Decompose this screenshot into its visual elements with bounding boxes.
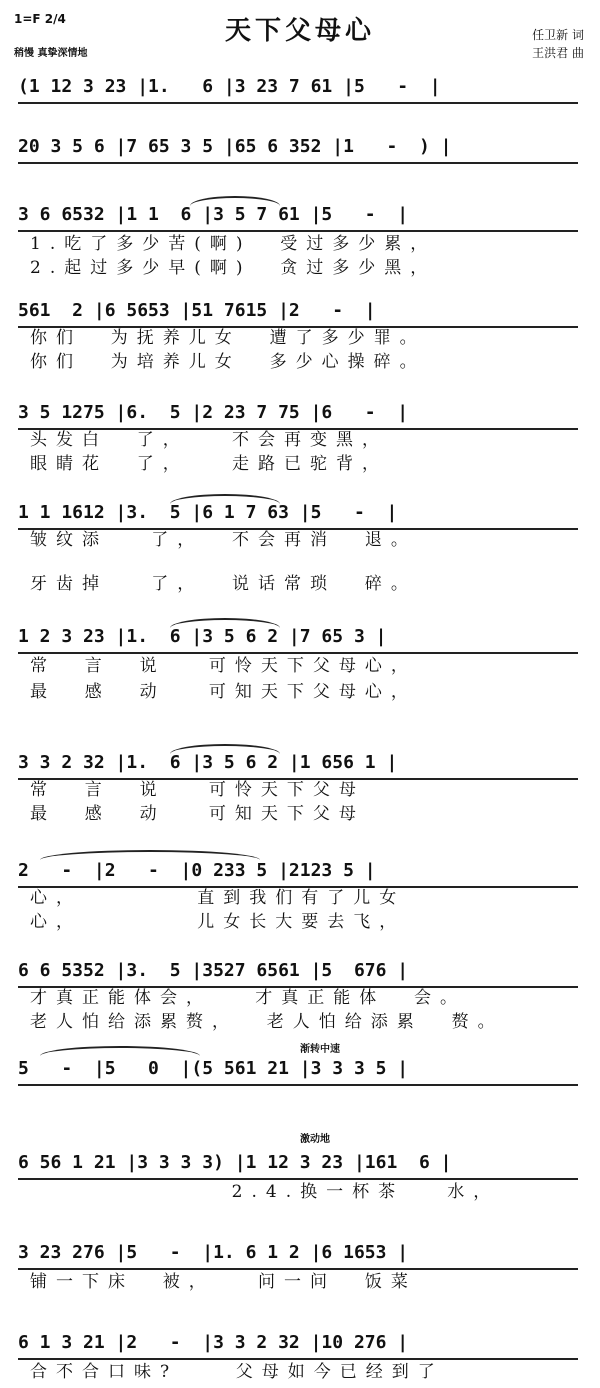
notation-line: 6 6 5352 |3. 5 |3527 6561 |5 676 | bbox=[18, 956, 578, 988]
notation-line: (1 12 3 23 |1. 6 |3 23 7 61 |5 - | bbox=[18, 72, 578, 104]
lyric-line: 你们 为培养儿女 多少心操碎。 bbox=[30, 352, 426, 372]
lyric-line: 老人怕给添累赘， 老人怕给添累 赘。 bbox=[30, 1012, 504, 1032]
notation-line: 2 - |2 - |0 233 5 |2123 5 | bbox=[18, 856, 578, 888]
song-title: 天下父母心 bbox=[224, 16, 375, 46]
lyric-line: 牙齿掉 了， 说话常琐 碎。 bbox=[30, 574, 417, 594]
notation-line: 5 - |5 0 |(5 561 21 |3 3 3 5 | bbox=[18, 1054, 578, 1086]
notation-line: 20 3 5 6 |7 65 3 5 |65 6 352 |1 - ) | bbox=[18, 132, 578, 164]
notation-line: 1 1 1612 |3. 5 |6 1 7 63 |5 - | bbox=[18, 498, 578, 530]
tempo-change-marking: 渐转中速 bbox=[300, 1044, 340, 1055]
notation-line: 3 5 1275 |6. 5 |2 23 7 75 |6 - | bbox=[18, 398, 578, 430]
lyric-line: 心， 儿女长大要去飞， bbox=[30, 912, 406, 932]
key-signature: 1=F 2/4 bbox=[14, 12, 66, 26]
notation-line: 1 2 3 23 |1. 6 |3 5 6 2 |7 65 3 | bbox=[18, 622, 578, 654]
lyric-line: 才真正能体会， 才真正能体 会。 bbox=[30, 988, 467, 1008]
lyric-line: 2.起过多少早(啊) 贪过多少黑， bbox=[30, 258, 437, 278]
composer-credit: 王洪君 曲 bbox=[532, 46, 584, 60]
lyric-line: 常 言 说 可怜天下父母 bbox=[30, 780, 365, 800]
lyric-line: 头发白 了， 不会再变黑， bbox=[30, 430, 389, 450]
lyric-line: 合不合口味? 父母如今已经到了 bbox=[30, 1362, 444, 1382]
notation-line: 6 56 1 21 |3 3 3 3) |1 12 3 23 |161 6 | bbox=[18, 1148, 578, 1180]
lyric-line: 1.吃了多少苦(啊) 受过多少累， bbox=[30, 234, 437, 254]
notation-line: 3 23 276 |5 - |1. 6 1 2 |6 1653 | bbox=[18, 1238, 578, 1270]
lyric-line: 眼睛花 了， 走路已驼背， bbox=[30, 454, 389, 474]
lyric-line: 最 感 动 可知天下父母 bbox=[30, 804, 365, 824]
notation-line: 561 2 |6 5653 |51 7615 |2 - | bbox=[18, 296, 578, 328]
lyric-line: 心， 直到我们有了儿女 bbox=[30, 888, 406, 908]
lyric-line: 最 感 动 可知天下父母心， bbox=[30, 682, 417, 702]
lyric-line: 2.4.换一杯茶 水， bbox=[30, 1182, 500, 1202]
lyric-line: 常 言 说 可怜天下父母心， bbox=[30, 656, 417, 676]
notation-line: 3 6 6532 |1 1 6 |3 5 7 61 |5 - | bbox=[18, 200, 578, 232]
lyric-line: 铺一下床 被， 问一问 饭菜 bbox=[30, 1272, 417, 1292]
lyric-line: 你们 为抚养儿女 遭了多少罪。 bbox=[30, 328, 426, 348]
lyricist-credit: 任卫新 词 bbox=[532, 28, 584, 42]
notation-line: 3 3 2 32 |1. 6 |3 5 6 2 |1 656 1 | bbox=[18, 748, 578, 780]
lyric-line: 皱纹添 了， 不会再消 退。 bbox=[30, 530, 417, 550]
notation-line: 6 1 3 21 |2 - |3 3 2 32 |10 276 | bbox=[18, 1328, 578, 1360]
expression-marking: 激动地 bbox=[300, 1134, 330, 1145]
tempo-marking: 稍慢 真挚深情地 bbox=[14, 48, 88, 59]
